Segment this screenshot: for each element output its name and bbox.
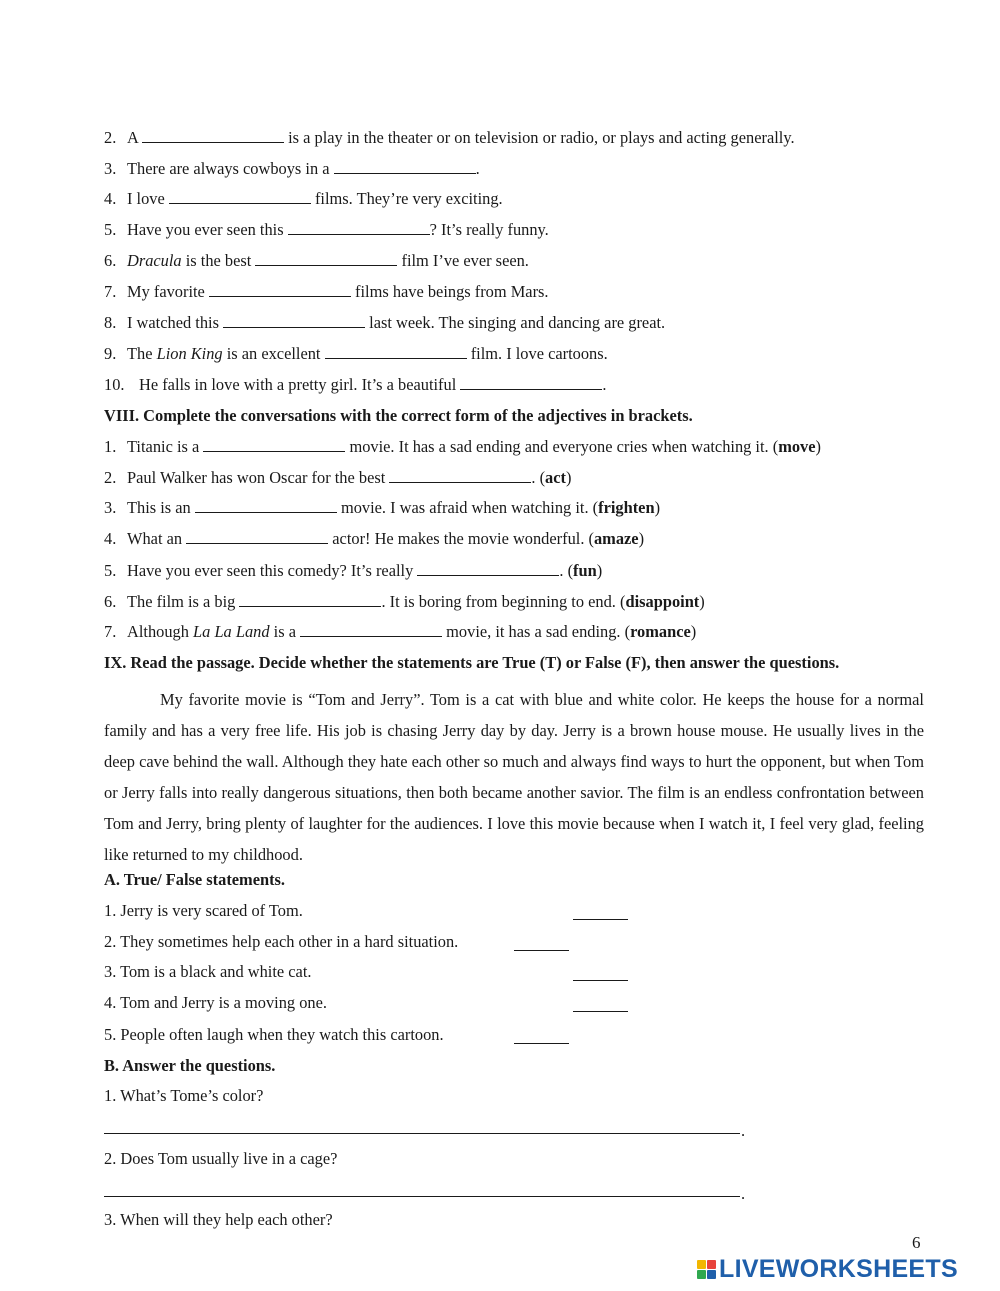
answer-blank[interactable] — [142, 128, 284, 143]
tf-statement: 1. Jerry is very scared of Tom. — [104, 901, 303, 920]
section-heading-viii: VIII. Complete the conversations with the correct form of the adjectives in brackets. — [104, 406, 693, 425]
fill-item: 4. What an actor! He makes the movie wonderful. (amaze) — [104, 529, 645, 548]
reading-passage: My favorite movie is “Tom and Jerry”. Tom is a cat with blue and white color. He keeps the house for a normal family and has a very free life. His job is chasing Jerry day by day. Jerry is a brown house mouse. He usually lives in the deep cave behind the wall. Although they hate each other so much and always find ways to hurt the opponent, but when Tom or Jerry falls into really dangerous situations, then both became another savior. The film is an endless confrontation between Tom and Jerry, bring plenty of laughter for the audiences. I love this movie because when I watch it, I feel very glad, feeling like returned to my childhood. — [104, 690, 924, 864]
answer-line[interactable] — [104, 1196, 740, 1197]
fill-item: 4. I love films. They’re very exciting. — [104, 189, 503, 208]
logo-square — [707, 1260, 716, 1269]
fill-item: 5. Have you ever seen this comedy? It’s really . (fun) — [104, 561, 603, 580]
answer-blank[interactable] — [186, 529, 328, 544]
logo-square — [697, 1260, 706, 1269]
fill-item: 2. A is a play in the theater or on television or radio, or plays and acting generally. — [104, 128, 795, 147]
fill-item: 6. The film is a big . It is boring from beginning to end. (disappoint) — [104, 592, 705, 611]
part-b-heading: B. Answer the questions. — [104, 1056, 276, 1075]
fill-item: 5. Have you ever seen this ? It’s really funny. — [104, 220, 549, 239]
fill-item: 2. Paul Walker has won Oscar for the best . (act) — [104, 468, 572, 487]
page-number: 6 — [912, 1233, 921, 1252]
tf-answer-blank[interactable] — [514, 1029, 569, 1044]
answer-blank[interactable] — [203, 437, 345, 452]
fill-item: 7. Although La La Land is a movie, it has a sad ending. (romance) — [104, 622, 697, 641]
logo-text: LIVEWORKSHEETS — [719, 1255, 958, 1283]
fill-item: 1. Titanic is a movie. It has a sad ending and everyone cries when watching it. (move) — [104, 437, 821, 456]
fill-item: 6. Dracula is the best film I’ve ever seen. — [104, 251, 529, 270]
question: 1. What’s Tome’s color? — [104, 1086, 264, 1105]
answer-blank[interactable] — [288, 220, 430, 235]
question: 2. Does Tom usually live in a cage? — [104, 1149, 338, 1168]
part-a-heading: A. True/ False statements. — [104, 870, 286, 889]
liveworksheets-logo-icon — [697, 1260, 716, 1279]
answer-blank[interactable] — [239, 592, 381, 607]
tf-answer-blank[interactable] — [573, 905, 628, 920]
tf-statement: 3. Tom is a black and white cat. — [104, 962, 312, 981]
answer-line[interactable] — [104, 1133, 740, 1134]
answer-blank[interactable] — [255, 251, 397, 266]
tf-statement: 2. They sometimes help each other in a hard situation. — [104, 932, 459, 951]
fill-item: 9. The Lion King is an excellent film. I love cartoons. — [104, 344, 608, 363]
tf-answer-blank[interactable] — [573, 997, 628, 1012]
answer-blank[interactable] — [389, 468, 531, 483]
answer-blank[interactable] — [223, 313, 365, 328]
logo-square — [707, 1270, 716, 1279]
answer-blank[interactable] — [460, 375, 602, 390]
line-end-period: . — [741, 1184, 746, 1203]
answer-blank[interactable] — [195, 498, 337, 513]
answer-blank[interactable] — [334, 159, 476, 174]
tf-statement: 5. People often laugh when they watch this cartoon. — [104, 1025, 444, 1044]
fill-item: 3. This is an movie. I was afraid when watching it. (frighten) — [104, 498, 661, 517]
liveworksheets-logo — [697, 1255, 958, 1284]
tf-statement: 4. Tom and Jerry is a moving one. — [104, 993, 327, 1012]
answer-blank[interactable] — [300, 622, 442, 637]
tf-answer-blank[interactable] — [514, 936, 569, 951]
fill-item: 10. He falls in love with a pretty girl. It’s a beautiful . — [104, 375, 607, 394]
answer-blank[interactable] — [169, 189, 311, 204]
answer-blank[interactable] — [209, 282, 351, 297]
line-end-period: . — [741, 1121, 746, 1140]
answer-blank[interactable] — [417, 561, 559, 576]
fill-item: 7. My favorite films have beings from Mars. — [104, 282, 549, 301]
tf-answer-blank[interactable] — [573, 966, 628, 981]
answer-blank[interactable] — [325, 344, 467, 359]
logo-square — [697, 1270, 706, 1279]
fill-item: 3. There are always cowboys in a . — [104, 159, 480, 178]
fill-item: 8. I watched this last week. The singing and dancing are great. — [104, 313, 666, 332]
section-heading-ix: IX. Read the passage. Decide whether the statements are True (T) or False (F), then answer the questions. — [104, 653, 840, 672]
question: 3. When will they help each other? — [104, 1210, 333, 1229]
